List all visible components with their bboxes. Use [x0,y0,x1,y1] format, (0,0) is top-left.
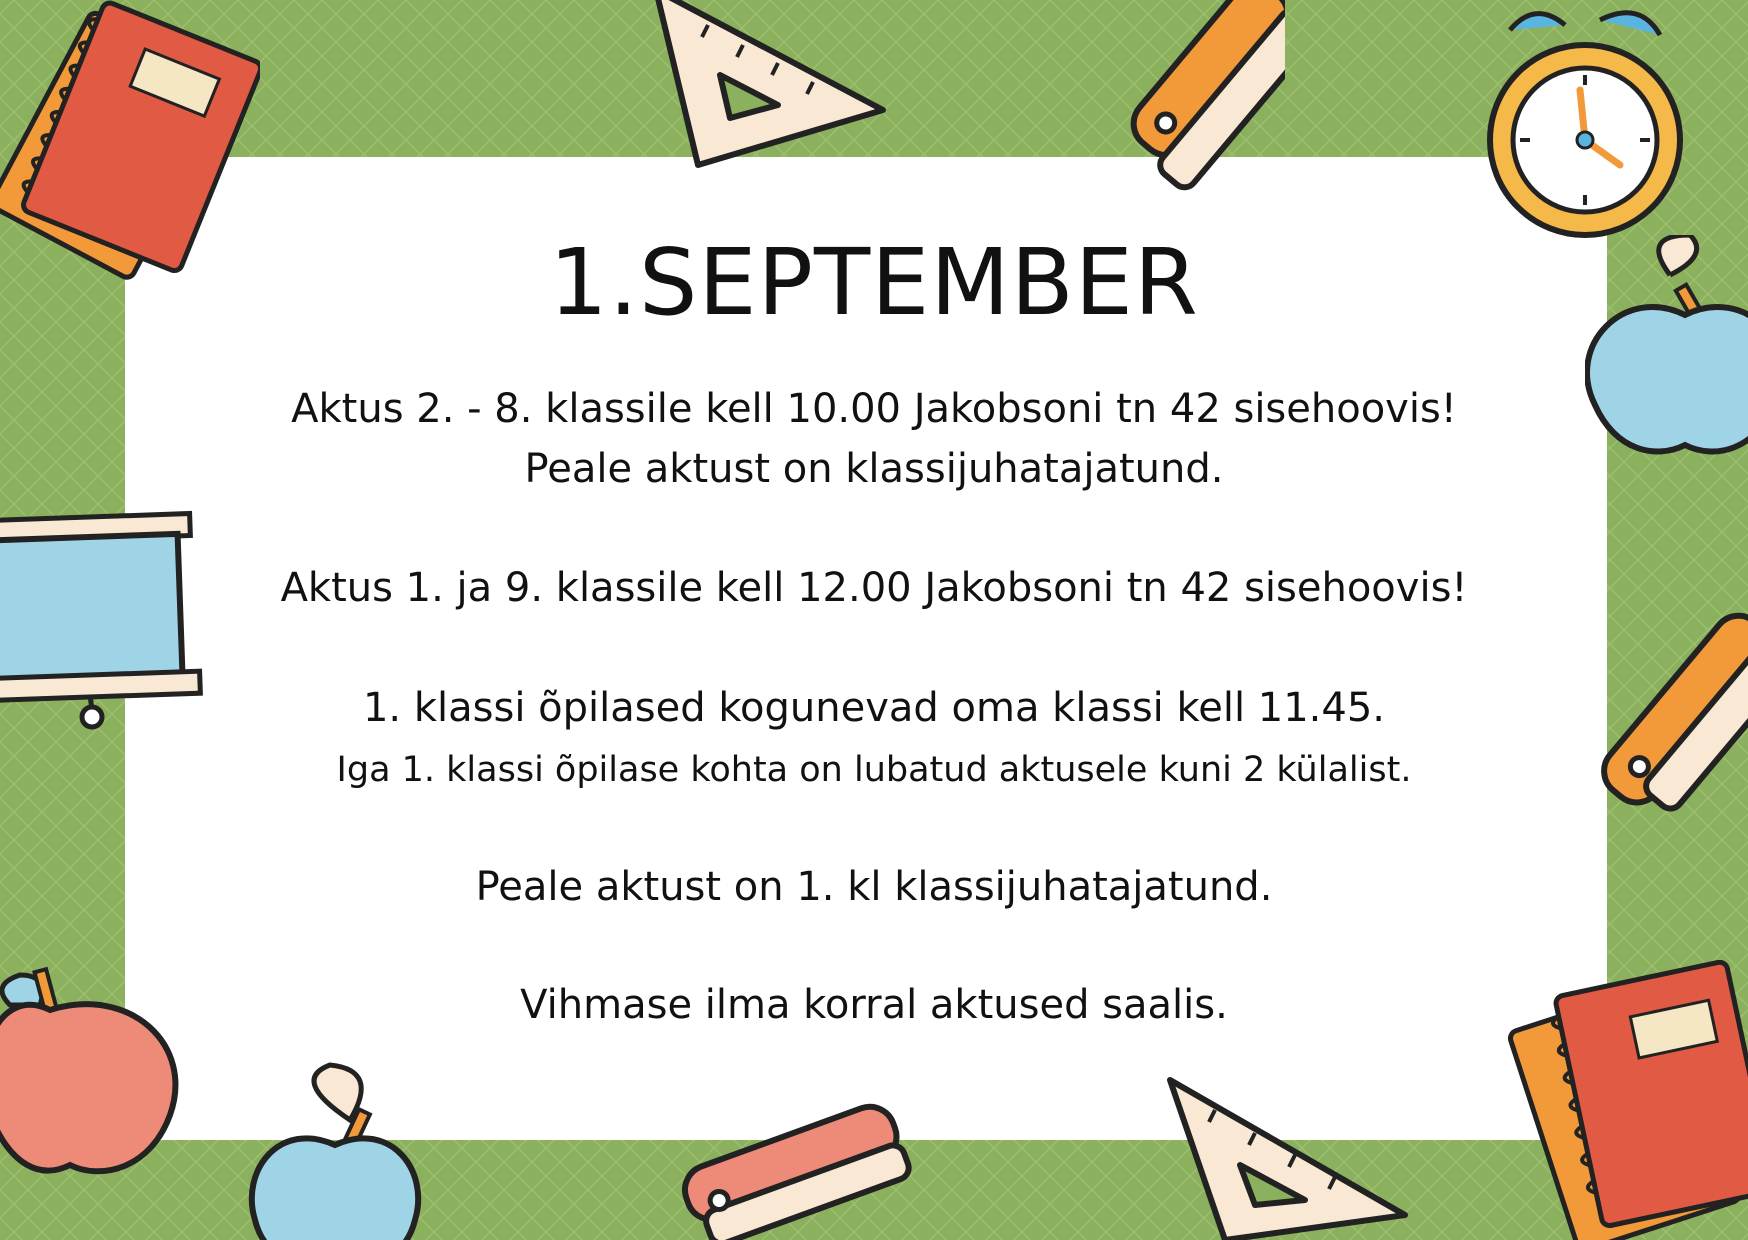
stapler-icon [1085,0,1285,200]
set-square-icon [648,0,898,175]
apple-icon [240,1060,430,1240]
announcement-line: Peale aktust on klassijuhatajatund. [524,446,1224,492]
stapler-icon [675,1095,915,1240]
set-square-icon [1165,1075,1415,1240]
announcement-line: 1. klassi õpilased kogunevad oma klassi kell 11.45. [362,685,1385,731]
announcement-line: Peale aktust on 1. kl klassijuhatajatund. [475,864,1273,910]
page-title: 1.SEPTEMBER [549,229,1199,336]
announcement-line: Vihmase ilma korral aktused saalis. [520,982,1228,1028]
announcement-line: Aktus 2. - 8. klassile kell 10.00 Jakobsoni tn 42 sisehoovis! [291,386,1457,432]
announcement-line: Iga 1. klassi õpilase kohta on lubatud aktusele kuni 2 külalist. [336,750,1412,790]
announcement-line: Aktus 1. ja 9. klassile kell 12.00 Jakobsoni tn 42 sisehoovis! [280,565,1468,611]
alarm-clock-icon [1480,0,1710,250]
